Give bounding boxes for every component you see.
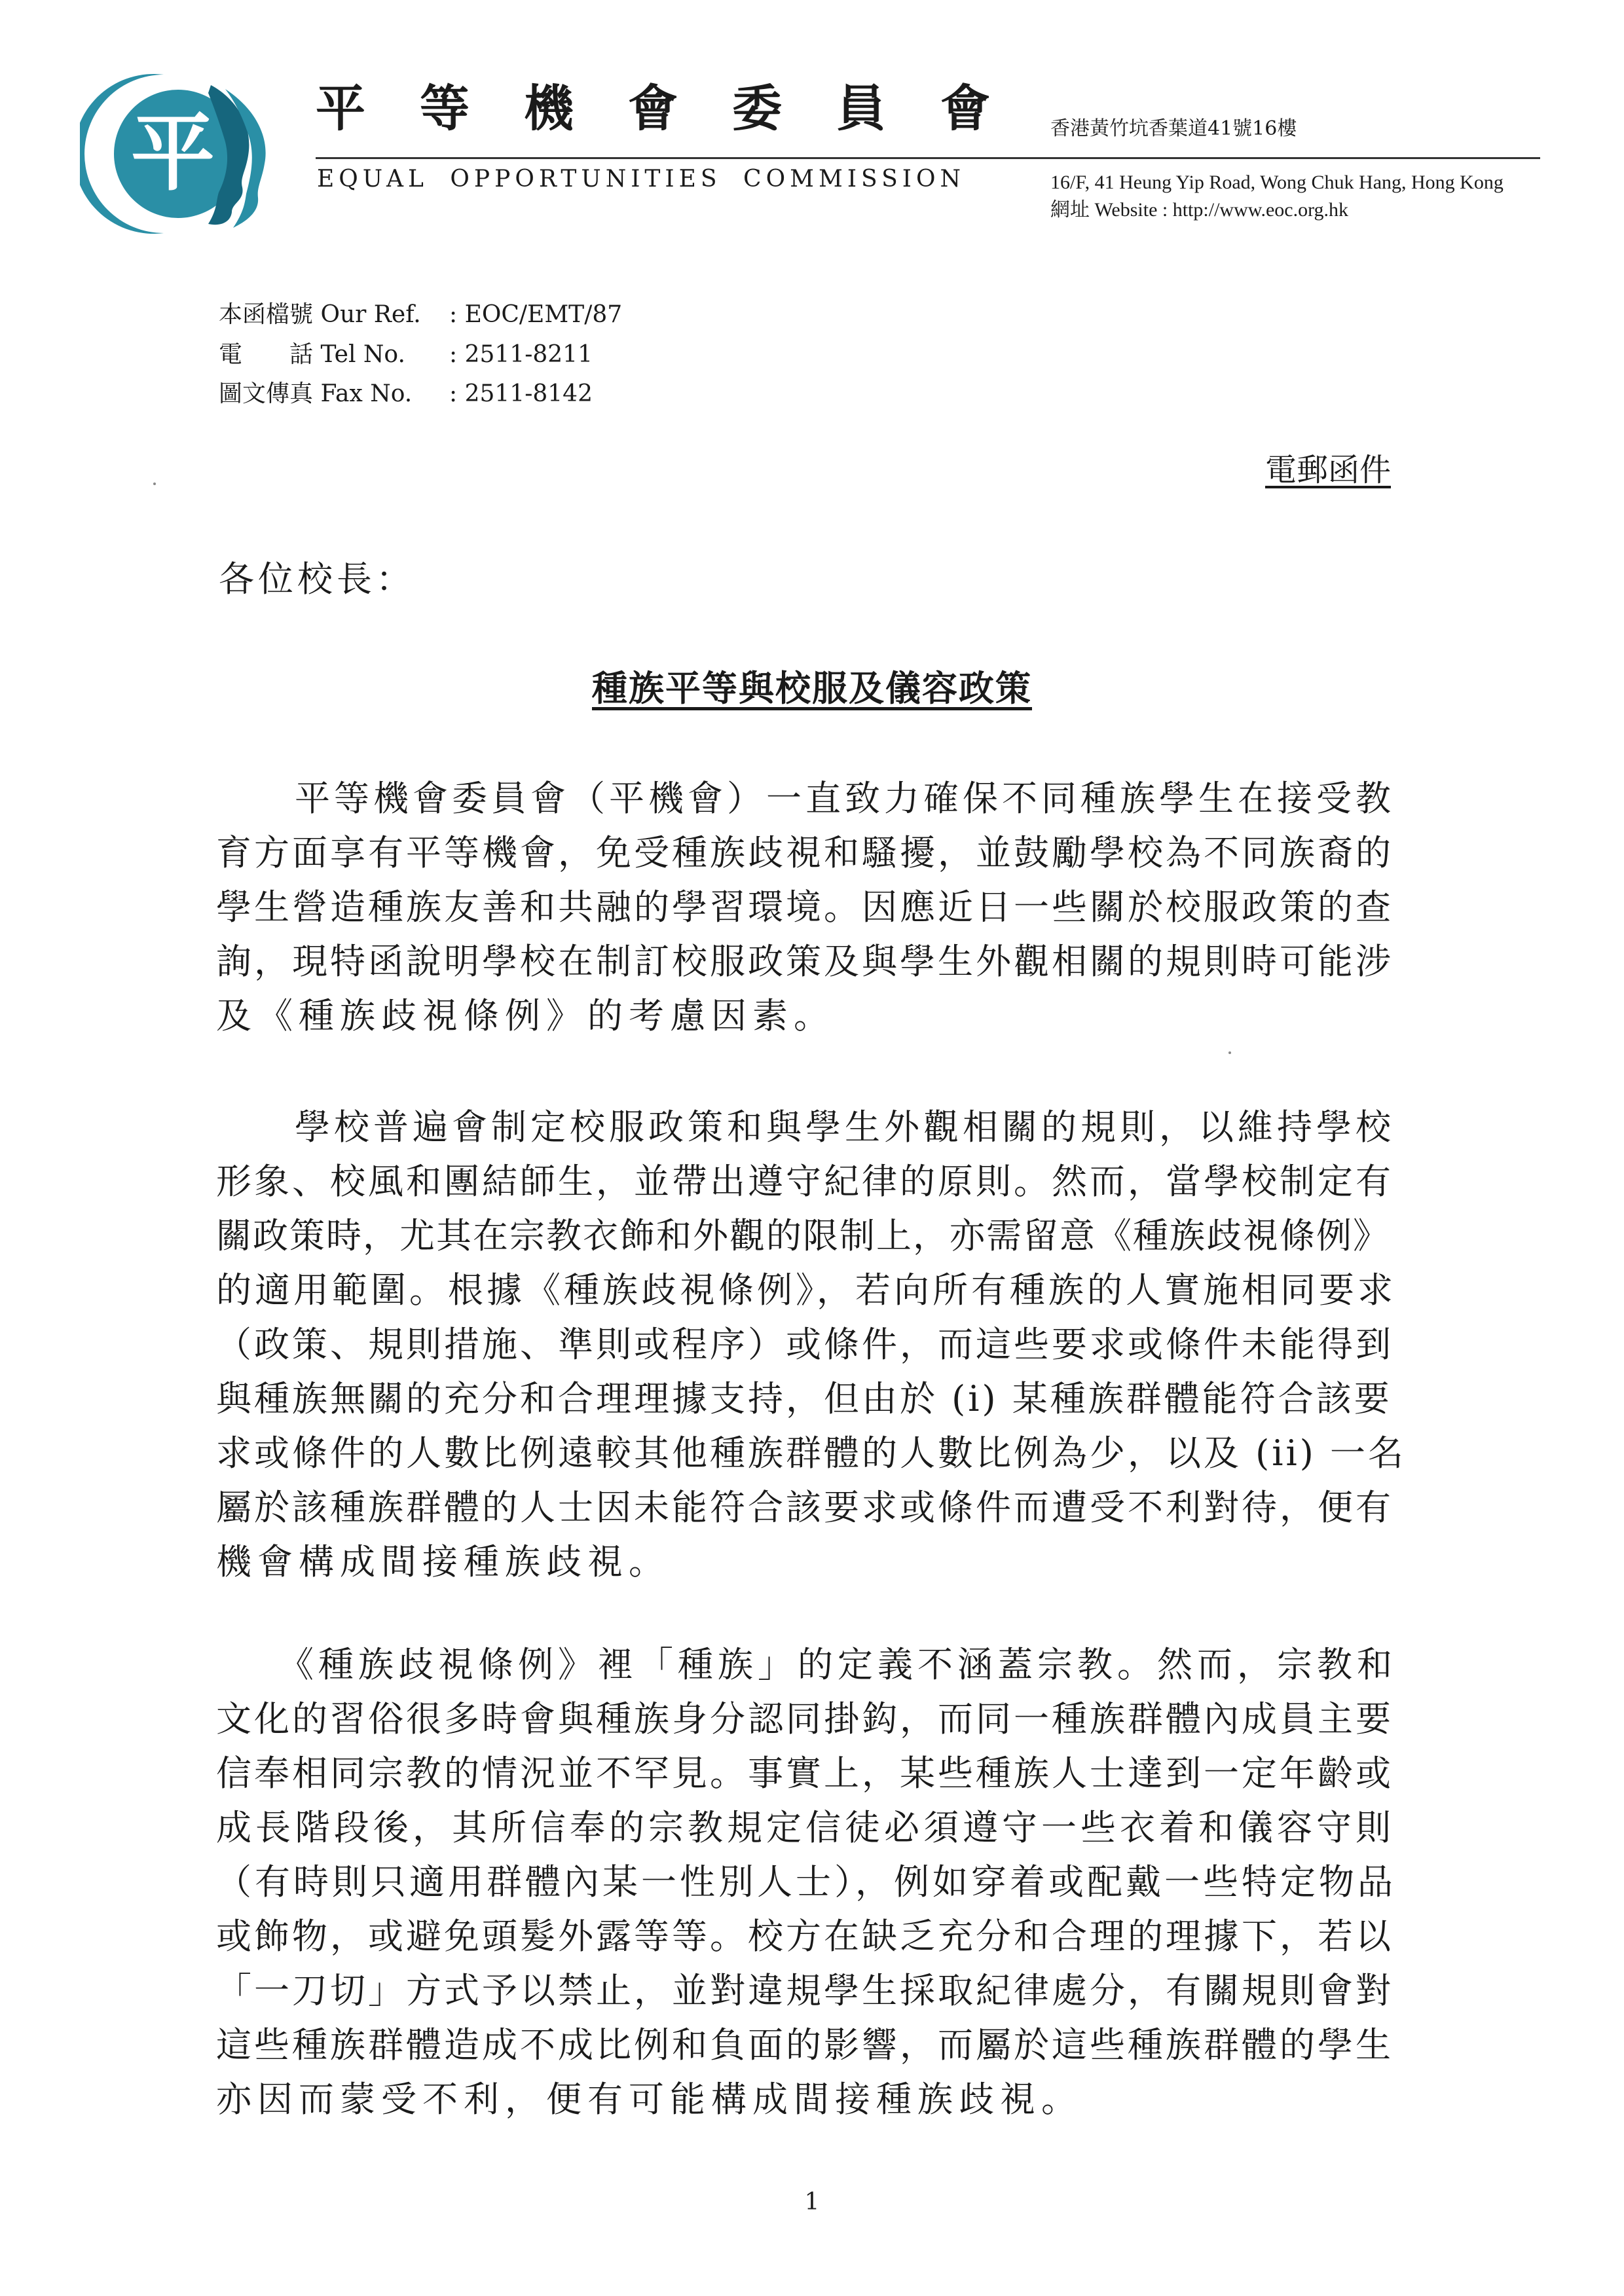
scan-speck	[1228, 1051, 1231, 1054]
paragraph-line: 「一刀切」方式予以禁止，並對違規學生採取紀律處分，有關規則會對	[216, 1970, 1393, 2011]
paragraph-line: 及《種族歧視條例》的考慮因素。	[216, 995, 835, 1036]
paragraph-line: 關政策時，尤其在宗教衣飾和外觀的限制上，亦需留意《種族歧視條例》	[216, 1215, 1390, 1256]
paragraph-2	[216, 1100, 1409, 1589]
tel-row	[219, 343, 593, 367]
org-name-en	[317, 168, 965, 191]
paragraph-line: 機會構成間接種族歧視。	[216, 1541, 670, 1582]
paragraph-line: 詢，現特函說明學校在制訂校服政策及與學生外觀相關的規則時可能涉	[216, 941, 1393, 982]
paragraph-line: 形象、校風和團結師生，並帶出遵守紀律的原則。然而，當學校制定有	[216, 1161, 1393, 1202]
paragraph-line: （政策、規則措施、準則或程序）或條件，而這些要求或條件未能得到	[216, 1324, 1393, 1365]
salutation: 各位校長：	[219, 558, 415, 600]
org-name-zh-char: 平	[316, 79, 365, 137]
paragraph-line: 的適用範圍。根據《種族歧視條例》，若向所有種族的人實施相同要求	[216, 1269, 1396, 1311]
org-name-zh-char: 員	[836, 79, 886, 137]
our-ref-row	[219, 303, 622, 327]
org-name-zh	[316, 79, 990, 137]
paragraph-line: 文化的習俗很多時會與種族身分認同掛鈎，而同一種族群體內成員主要	[216, 1698, 1393, 1740]
paragraph-3	[216, 1637, 1409, 2126]
fax-label: 圖文傳真 Fax No.	[219, 380, 413, 407]
our-ref-value: : EOC/EMT/87	[449, 301, 623, 328]
page-number: 1	[804, 2189, 820, 2215]
org-name-en-word: EQUAL	[317, 166, 428, 192]
scan-speck	[153, 483, 156, 485]
org-name-zh-char: 會	[940, 79, 990, 137]
paragraph-line: 學生營造種族友善和共融的學習環境。因應近日一些關於校服政策的查	[216, 886, 1393, 928]
our-ref-label: 本函檔號 Our Ref.	[219, 301, 421, 328]
paragraph-line: 《種族歧視條例》裡「種族」的定義不涵蓋宗教。然而，宗教和	[216, 1644, 1397, 1685]
org-name-en-word: COMMISSION	[743, 166, 965, 192]
org-name-zh-char: 機	[524, 79, 574, 137]
paragraph-line: 學校普遍會制定校服政策和與學生外觀相關的規則，以維持學校	[216, 1106, 1395, 1148]
address-en: 16/F, 41 Heung Yip Road, Wong Chuk Hang, Hong Kong	[1050, 172, 1504, 193]
letter-title: 種族平等與校服及儀容政策	[592, 667, 1032, 709]
letterhead-divider	[316, 157, 1540, 159]
tel-label: 電 話 Tel No.	[219, 341, 405, 368]
tel-value: : 2511-8211	[449, 341, 593, 368]
paragraph-line: 或飾物，或避免頭髮外露等等。校方在缺乏充分和合理的理據下，若以	[216, 1916, 1393, 1957]
org-name-en-word: OPPORTUNITIES	[450, 166, 722, 192]
address-zh: 香港黃竹坑香葉道41號16樓	[1050, 117, 1297, 140]
org-name-zh-char: 等	[420, 79, 470, 137]
paragraph-line: 求或條件的人數比例遠較其他種族群體的人數比例為少，以及 (ii) 一名	[216, 1432, 1407, 1474]
org-name-zh-char: 會	[628, 79, 678, 137]
paragraph-line: 這些種族群體造成不成比例和負面的影響，而屬於這些種族群體的學生	[216, 2024, 1393, 2066]
paragraph-line: 育方面享有平等機會，免受種族歧視和騷擾，並鼓勵學校為不同族裔的	[216, 832, 1393, 873]
paragraph-line: 屬於該種族群體的人士因未能符合該要求或條件而遭受不利對待，便有	[216, 1487, 1393, 1528]
website-link[interactable]: 網址 Website : http://www.eoc.org.hk	[1050, 199, 1349, 221]
paragraph-line: 信奉相同宗教的情況並不罕見。事實上，某些種族人士達到一定年齡或	[216, 1753, 1393, 1794]
fax-value: : 2511-8142	[449, 380, 593, 407]
eoc-logo	[80, 72, 283, 236]
paragraph-line: 成長階段後，其所信奉的宗教規定信徒必須遵守一些衣着和儀容守則	[216, 1807, 1395, 1848]
fax-row	[219, 382, 593, 406]
logo-character: 平	[130, 105, 215, 202]
paragraph-line: 平等機會委員會（平機會）一直致力確保不同種族學生在接受教	[216, 778, 1395, 819]
paragraph-line: 與種族無關的充分和合理理據支持，但由於 (i) 某種族群體能符合該要	[216, 1378, 1392, 1419]
paragraph-1	[216, 771, 1409, 1043]
paragraph-line: 亦因而蒙受不利，便有可能構成間接種族歧視。	[216, 2079, 1082, 2120]
org-name-zh-char: 委	[732, 79, 782, 137]
paragraph-line: （有時則只適用群體內某一性別人士），例如穿着或配戴一些特定物品	[216, 1861, 1396, 1903]
email-letter-tag: 電郵函件	[1265, 452, 1392, 488]
